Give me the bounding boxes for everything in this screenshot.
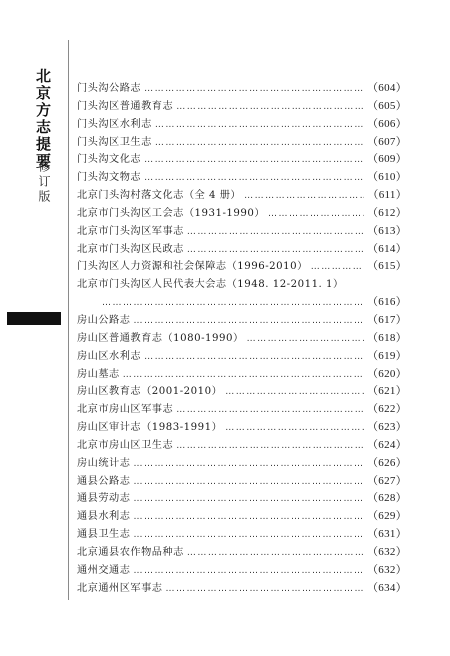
toc-entry [77, 580, 407, 598]
toc-entry [77, 116, 407, 134]
toc-entry [77, 169, 407, 187]
toc-entry-title: 门头沟区普通教育志 [77, 100, 174, 112]
toc-leader-dots [133, 456, 364, 474]
toc-entry [77, 312, 407, 330]
toc-leader-dots [144, 170, 364, 188]
spine-rule [68, 40, 69, 600]
toc-leader-dots [133, 313, 364, 331]
toc-entry [77, 276, 407, 294]
toc-entry-page: （616） [367, 296, 407, 309]
toc-entry-title: 通县公路志 [77, 475, 131, 487]
toc-entry-page: （629） [367, 510, 407, 523]
toc-entry-page: （614） [367, 242, 407, 255]
toc-entry-page: （610） [367, 171, 407, 184]
toc-leader-dots [187, 242, 364, 260]
toc-entry-title: 门头沟文化志 [77, 154, 142, 166]
toc-entry-page: （624） [367, 438, 407, 451]
toc-leader-dots [187, 545, 364, 563]
toc-entry [77, 473, 407, 491]
toc-entry [77, 187, 407, 205]
toc-entry-title: 门头沟区人力资源和社会保障志（1996-2010） [77, 261, 308, 273]
toc-entry-title: 房山区普通教育志（1080-1990） [77, 332, 244, 344]
toc-entry-page: （628） [367, 492, 407, 505]
toc-entry [77, 544, 407, 562]
toc-entry-title: 房山区水利志 [77, 350, 142, 362]
toc-entry [77, 258, 407, 276]
toc-leader-dots [123, 367, 364, 385]
toc-entry [77, 490, 407, 508]
toc-entry-page: （617） [367, 313, 407, 326]
toc-entry-page: （632） [367, 545, 407, 558]
toc-entry [77, 508, 407, 526]
toc-entry-title: 门头沟区水利志 [77, 118, 152, 130]
toc-leader-dots [133, 474, 364, 492]
toc-entry-title: 门头沟区卫生志 [77, 136, 152, 148]
toc-leader-dots [102, 295, 364, 313]
toc-entry-page: （607） [367, 135, 407, 148]
toc-entry [77, 98, 407, 116]
toc-entry-title: 房山统计志 [77, 457, 131, 469]
toc-entry [77, 366, 407, 384]
toc-entry [77, 526, 407, 544]
toc-leader-dots [166, 581, 365, 599]
toc-entry-page: （612） [367, 206, 407, 219]
toc-entry [77, 419, 407, 437]
toc-entry-page: （621） [367, 385, 407, 398]
toc-entry-title: 门头沟文物志 [77, 172, 142, 184]
edition-label: 修订版 [37, 160, 51, 205]
toc-entry-title: 通县劳动志 [77, 493, 131, 505]
toc-entry-title: 北京市门头沟区工会志（1931-1990） [77, 207, 266, 219]
toc-entry [77, 80, 407, 98]
toc-leader-dots [176, 99, 364, 117]
toc-entry-title: 北京市门头沟区人民代表大会志（1948. 12-2011. 1） [77, 279, 344, 291]
toc-entry-page: （615） [367, 260, 407, 273]
toc-entry-title: 房山墓志 [77, 368, 120, 380]
toc-entry-title: 房山公路志 [77, 314, 131, 326]
toc-leader-dots [133, 491, 364, 509]
toc-entry-page: （618） [367, 331, 407, 344]
toc-leader-dots [225, 420, 364, 438]
toc-entry-page: （634） [367, 581, 407, 594]
toc-entry [77, 562, 407, 580]
toc-entry [77, 348, 407, 366]
toc-entry-page: （609） [367, 153, 407, 166]
toc-entry [77, 383, 407, 401]
toc-entry-page: （619） [367, 349, 407, 362]
thumb-index-block [7, 312, 61, 325]
toc-entry [77, 455, 407, 473]
toc-entry-page: （611） [367, 189, 407, 202]
toc-entry-title: 北京市房山区军事志 [77, 404, 174, 416]
toc-entry-page: （631） [367, 528, 407, 541]
toc-entry-page: （622） [367, 403, 407, 416]
toc-leader-dots [133, 527, 364, 545]
toc-entry-page: （613） [367, 224, 407, 237]
toc-entry [77, 437, 407, 455]
toc-entry-title: 北京门头沟村落文化志（全 4 册） [77, 190, 242, 202]
toc-entry-page: （620） [367, 367, 407, 380]
toc-entry [77, 205, 407, 223]
toc-entry-title: 北京市门头沟区军事志 [77, 225, 184, 237]
toc-leader-dots [244, 188, 364, 206]
toc-leader-dots [144, 152, 364, 170]
toc-entry [77, 134, 407, 152]
toc-entry-title: 北京通州区军事志 [77, 582, 163, 594]
toc-entry-page: （627） [367, 474, 407, 487]
toc-entry [77, 294, 407, 312]
toc-entry-title: 房山区教育志（2001-2010） [77, 386, 223, 398]
toc-leader-dots [144, 349, 364, 367]
toc-entry-page: （606） [367, 117, 407, 130]
toc-leader-dots [176, 402, 364, 420]
toc-entry-title: 北京市门头沟区民政志 [77, 243, 184, 255]
table-of-contents [77, 80, 407, 597]
toc-entry-title: 通州交通志 [77, 564, 131, 576]
toc-entry-page: （604） [367, 82, 407, 94]
toc-entry [77, 330, 407, 348]
toc-leader-dots [155, 117, 364, 135]
toc-entry-page: （632） [367, 563, 407, 576]
toc-entry-title: 门头沟公路志 [77, 83, 142, 94]
toc-leader-dots [155, 135, 364, 153]
toc-entry-title: 房山区审计志（1983-1991） [77, 422, 223, 434]
toc-entry-title: 通县卫生志 [77, 529, 131, 541]
toc-entry-title: 北京通县农作物品种志 [77, 546, 184, 558]
toc-leader-dots [133, 563, 364, 581]
toc-entry [77, 401, 407, 419]
toc-entry-page: （626） [367, 456, 407, 469]
toc-entry-page: （623） [367, 421, 407, 434]
toc-leader-dots [133, 509, 364, 527]
toc-leader-dots [268, 206, 364, 224]
toc-leader-dots [247, 331, 364, 349]
toc-entry-page: （605） [367, 99, 407, 112]
toc-entry-title: 通县水利志 [77, 511, 131, 523]
toc-entry-title: 北京市房山区卫生志 [77, 439, 174, 451]
toc-leader-dots [176, 438, 364, 456]
toc-entry [77, 241, 407, 259]
toc-leader-dots [144, 81, 364, 99]
toc-entry [77, 151, 407, 169]
book-title: 北京方志提要 [34, 68, 52, 170]
toc-leader-dots [187, 224, 364, 242]
toc-entry [77, 223, 407, 241]
toc-leader-dots [311, 259, 364, 277]
toc-leader-dots [225, 384, 364, 402]
